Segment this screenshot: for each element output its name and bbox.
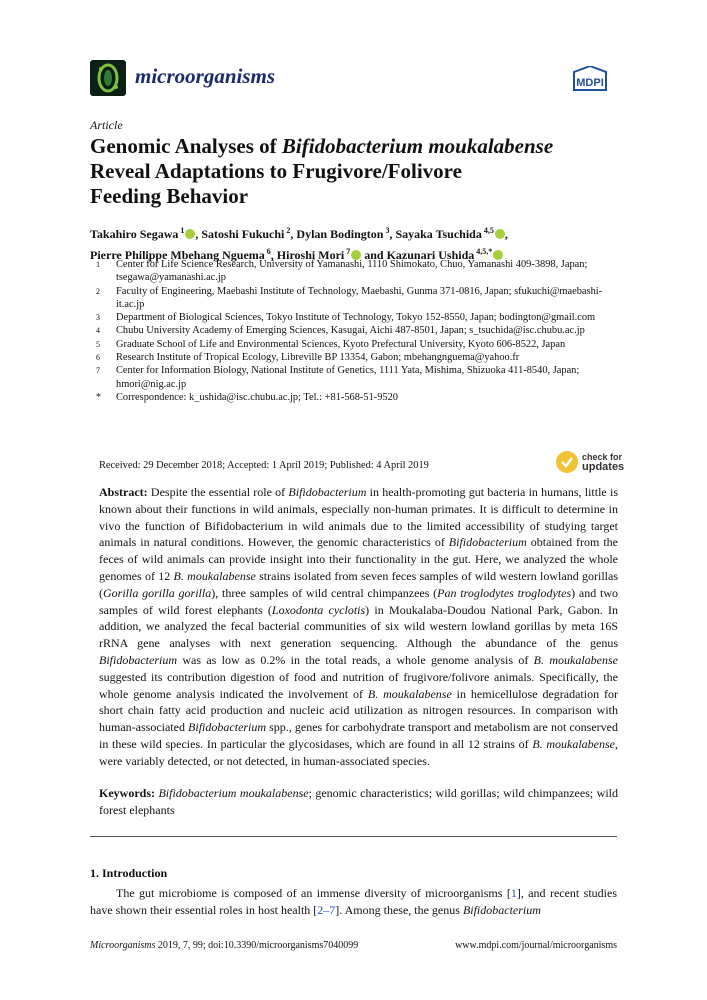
- affiliation-text: Research Institute of Tropical Ecology, Libreville BP 13354, Gabon; mbehangnguema@yahoo.fr: [116, 352, 520, 364]
- author-separator: and: [361, 248, 387, 262]
- author-separator: ,: [290, 227, 297, 241]
- footer-citation-text: 2019, 7, 99; doi:10.3390/microorganisms7040099: [155, 940, 359, 951]
- author-affiliation-marker: 4,5,*: [474, 247, 493, 256]
- footer-journal: Microorganisms: [90, 940, 156, 951]
- author-name: Hiroshi Mori: [276, 248, 345, 262]
- italic-term: B. moukalabense: [367, 686, 452, 701]
- affiliation-item: [90, 258, 630, 285]
- affiliation-list: [90, 258, 630, 404]
- section-heading: 1. Introduction: [90, 866, 168, 880]
- check-updates-icon: [556, 451, 578, 473]
- text-run: spp., genes for carbohydrate transport and metabolism are not conserved in these wild species. In particular the glycosidases, which are found in all 12 strains of: [99, 720, 619, 751]
- text-run: strains isolated from seven feces samples of wild western lowland gorillas (: [99, 568, 618, 600]
- affiliation-text: Chubu University Academy of Emerging Sciences, Kasugai, Aichi 487-8501, Japan; s_tsuchida@isc.chubu.ac.jp: [116, 325, 585, 337]
- italic-term: Gorilla gorilla gorilla: [103, 585, 212, 600]
- citation-link[interactable]: 1: [510, 886, 517, 900]
- author-name: Satoshi Fukuchi: [201, 227, 285, 241]
- author-name: Dylan Bodington: [296, 227, 384, 241]
- title-line2: Reveal Adaptations to Frugivore/Folivore: [90, 159, 462, 183]
- orcid-icon[interactable]: [185, 229, 195, 239]
- text-run: ) in Moukalaba-Doudou National Park, Gabon. In addition, we analyzed the fecal bacterial communities of six wild western lowland gorillas by meta 16S rRNA gene analyses with next generation sequencing. Although the abundance of the genus: [99, 602, 619, 651]
- title-line3: Feeding Behavior: [90, 184, 249, 208]
- affiliation-number: 2: [96, 286, 100, 296]
- text-run: ) and two samples of wild forest elephants (: [99, 585, 618, 617]
- author-affiliation-marker: 3: [383, 226, 390, 235]
- abstract-body: [99, 485, 618, 768]
- text-run: , were variably detected, or not detected, in human-associated species.: [99, 736, 619, 768]
- title-line1-pre: Genomic Analyses of: [90, 134, 282, 158]
- mdpi-logo-icon: [566, 66, 614, 94]
- footer-citation: [90, 940, 358, 951]
- author-name: Kazunari Ushida: [386, 248, 475, 262]
- italic-term: Bifidobacterium: [462, 902, 541, 917]
- author-separator: ,: [389, 227, 396, 241]
- publication-dates: Received: 29 December 2018; Accepted: 1 April 2019; Published: 4 April 2019: [99, 460, 429, 471]
- affiliation-number: 7: [96, 366, 100, 376]
- italic-term: B. moukalabense: [173, 568, 256, 583]
- affiliation-item: [90, 391, 630, 404]
- author-affiliation-marker: 4,5: [481, 226, 494, 235]
- text-run: suggested its contribution digestion of food and nutrition of frugivore/folivore animals. Specifically, the whole genome analysis indicated the involvement of: [99, 669, 618, 701]
- italic-term: Bifidobacterium: [288, 485, 367, 499]
- italic-term: Loxodonta cyclotis: [271, 602, 366, 617]
- text-run: in health-promoting gut bacteria in humans, little is known about their functions in wild animals, especially non-human primates. It is difficult to determine in vivo the function of Bifidobacterium in wild animals due to the limited accessibility of studying target animals in natural conditions. However, the genomic characteristics of: [99, 485, 618, 550]
- italic-term: B. moukalabense: [533, 652, 618, 667]
- check-updates-line2: updates: [582, 461, 625, 473]
- text-run: ; genomic characteristics; wild gorillas; wild chimpanzees; wild forest elephants: [99, 786, 619, 817]
- affiliation-item: [90, 285, 630, 312]
- affiliation-number: 1: [96, 260, 100, 269]
- affiliation-item: [90, 311, 630, 324]
- author-separator: ,: [270, 248, 277, 262]
- check-updates-label: [582, 452, 624, 472]
- orcid-icon[interactable]: [495, 229, 505, 239]
- affiliation-number: 4: [96, 326, 100, 336]
- abstract: [99, 484, 618, 770]
- italic-term: B. moukalabense: [532, 736, 616, 751]
- italic-term: Bifidobacterium moukalabense: [158, 786, 309, 800]
- text-run: Despite the essential role of: [147, 485, 289, 499]
- affiliation-text: Center for Information Biology, National Institute of Genetics, 1111 Yata, Mishima, Shizuoka 411-8540, Japan; hmori@nig.ac.jp: [116, 365, 580, 390]
- affiliation-text: Graduate School of Life and Environmental Sciences, Kyoto Prefectural University, Kyoto 606-8522, Japan: [116, 338, 566, 350]
- text-run: in hemicellulose degradation for short chain fatty acid production and nucleic acid utilization as nitrogen resources. In comparison with human-associated: [99, 686, 618, 735]
- affiliation-number: 6: [96, 353, 100, 363]
- affiliation-text: Faculty of Engineering, Maebashi Institute of Technology, Maebashi, Gunma 371-0816, Japan; sfukuchi@maebashi-it.ac.jp: [116, 285, 603, 310]
- author-affiliation-marker: 6: [264, 247, 271, 256]
- author-separator: ,: [504, 227, 508, 241]
- mdpi-logo-text: MDPI: [576, 77, 604, 89]
- check-for-updates-button[interactable]: [556, 451, 625, 477]
- affiliation-item: [90, 324, 630, 337]
- affiliation-number: 3: [96, 313, 100, 323]
- check-updates-line1: check for: [582, 452, 623, 462]
- italic-term: Bifidobacterium: [448, 535, 527, 550]
- affiliation-item: [90, 351, 630, 364]
- affiliation-number: 5: [96, 339, 100, 349]
- affiliation-text: Center for Life Science Research, University of Yamanashi, 1110 Shimokato, Chuo, Yamanashi 409-3898, Japan; tsegawa@yamanashi.ac.jp: [116, 259, 588, 284]
- journal-name: microorganisms: [135, 64, 276, 88]
- paper-title: [90, 134, 630, 209]
- affiliation-number: *: [96, 391, 101, 403]
- affiliation-text: Department of Biological Sciences, Tokyo Institute of Technology, Tokyo 152-8550, Japan; bodington@gmail.com: [116, 312, 596, 324]
- keywords-label: Keywords:: [99, 786, 155, 800]
- journal-logo: [90, 60, 126, 96]
- text-run: ]. Among these, the genus: [335, 902, 463, 917]
- article-type: Article: [90, 118, 123, 132]
- mdpi-logo: [566, 66, 614, 94]
- text-run: The gut microbiome is composed of an immense diversity of microorganisms [: [116, 886, 511, 900]
- text-run: ), three samples of wild central chimpanzees (: [211, 585, 438, 600]
- bacteria-icon: [90, 60, 126, 96]
- text-run: was as low as 0.2% in the total reads, a whole genome analysis of: [177, 652, 534, 667]
- title-line1-italic: Bifidobacterium moukalabense: [281, 134, 554, 158]
- italic-term: Bifidobacterium: [188, 720, 267, 735]
- author-affiliation-marker: 2: [284, 226, 291, 235]
- italic-term: Bifidobacterium: [99, 652, 177, 667]
- affiliation-item: [90, 338, 630, 351]
- abstract-label: Abstract:: [99, 485, 148, 499]
- citation-link[interactable]: 2–7: [317, 902, 336, 917]
- italic-term: Pan troglodytes troglodytes: [437, 585, 572, 600]
- footer-url[interactable]: www.mdpi.com/journal/microorganisms: [455, 940, 617, 951]
- affiliation-text: Correspondence: k_ushida@isc.chubu.ac.jp; Tel.: +81-568-51-9520: [116, 391, 399, 403]
- author-name: Pierre Philippe Mbehang Nguema: [90, 248, 265, 262]
- author-name: Sayaka Tsuchida: [395, 227, 482, 241]
- author-name: Takahiro Segawa: [90, 227, 179, 241]
- text-run: obtained from the feces of wild animals can provide insight into their functionality in the gut. Here, we analyzed the whole genomes of 12: [99, 535, 618, 583]
- keywords-body: [99, 786, 618, 817]
- author-affiliation-marker: 1: [178, 226, 185, 235]
- author-affiliation-marker: 7: [344, 247, 351, 256]
- affiliation-item: [90, 364, 630, 391]
- intro-paragraph: [90, 885, 617, 919]
- text-run: ], and recent studies have shown their essential roles in host health [: [90, 886, 618, 917]
- section-divider: [90, 836, 617, 837]
- author-separator: ,: [195, 227, 202, 241]
- keywords: [99, 785, 618, 819]
